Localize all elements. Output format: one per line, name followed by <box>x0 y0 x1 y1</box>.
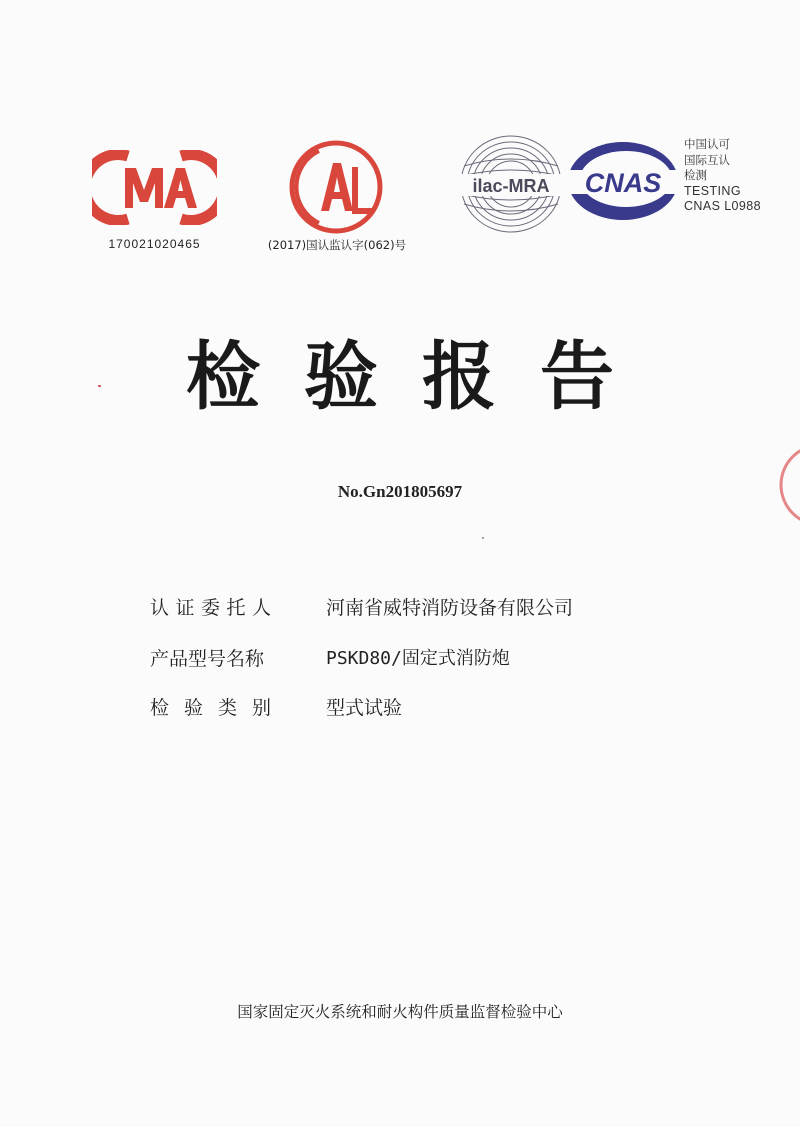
field-value: 河南省威特消防设备有限公司 <box>326 597 574 619</box>
speck <box>98 385 101 387</box>
issuing-organization: 国家固定灭火系统和耐火构件质量监督检验中心 <box>237 1003 563 1021</box>
ilac-mra-wordmark: ilac-MRA <box>472 176 550 196</box>
document-title: 检验报告 <box>186 334 658 420</box>
field-value: PSKD80/固定式消防炮 <box>326 648 510 669</box>
cnas-line: TESTING <box>684 183 741 198</box>
field-label: 认证委托人 <box>150 597 278 619</box>
report-number: No.Gn201805697 <box>337 482 463 501</box>
cnas-number: CNAS L0988 <box>684 199 761 213</box>
cal-logo <box>281 137 391 237</box>
field-value: 型式试验 <box>326 697 403 719</box>
cnas-line: 中国认可 <box>684 137 730 151</box>
cnas-line: 检测 <box>684 168 707 182</box>
cal-certificate-number: (2017)国认监认字(062)号 <box>267 238 407 252</box>
stamp-edge-mark <box>776 440 800 530</box>
cnas-accreditation-text <box>684 137 784 215</box>
cma-logo <box>92 150 217 225</box>
ilac-mra-logo <box>456 132 566 237</box>
cnas-logo <box>566 140 680 222</box>
cma-certificate-number: 170021020465 <box>108 237 201 251</box>
speck <box>482 537 484 539</box>
field-label: 产品型号名称 <box>150 648 265 670</box>
field-label: 检验类别 <box>150 697 287 719</box>
cnas-wordmark: CNAS <box>584 168 662 198</box>
cnas-line: 国际互认 <box>684 152 730 167</box>
